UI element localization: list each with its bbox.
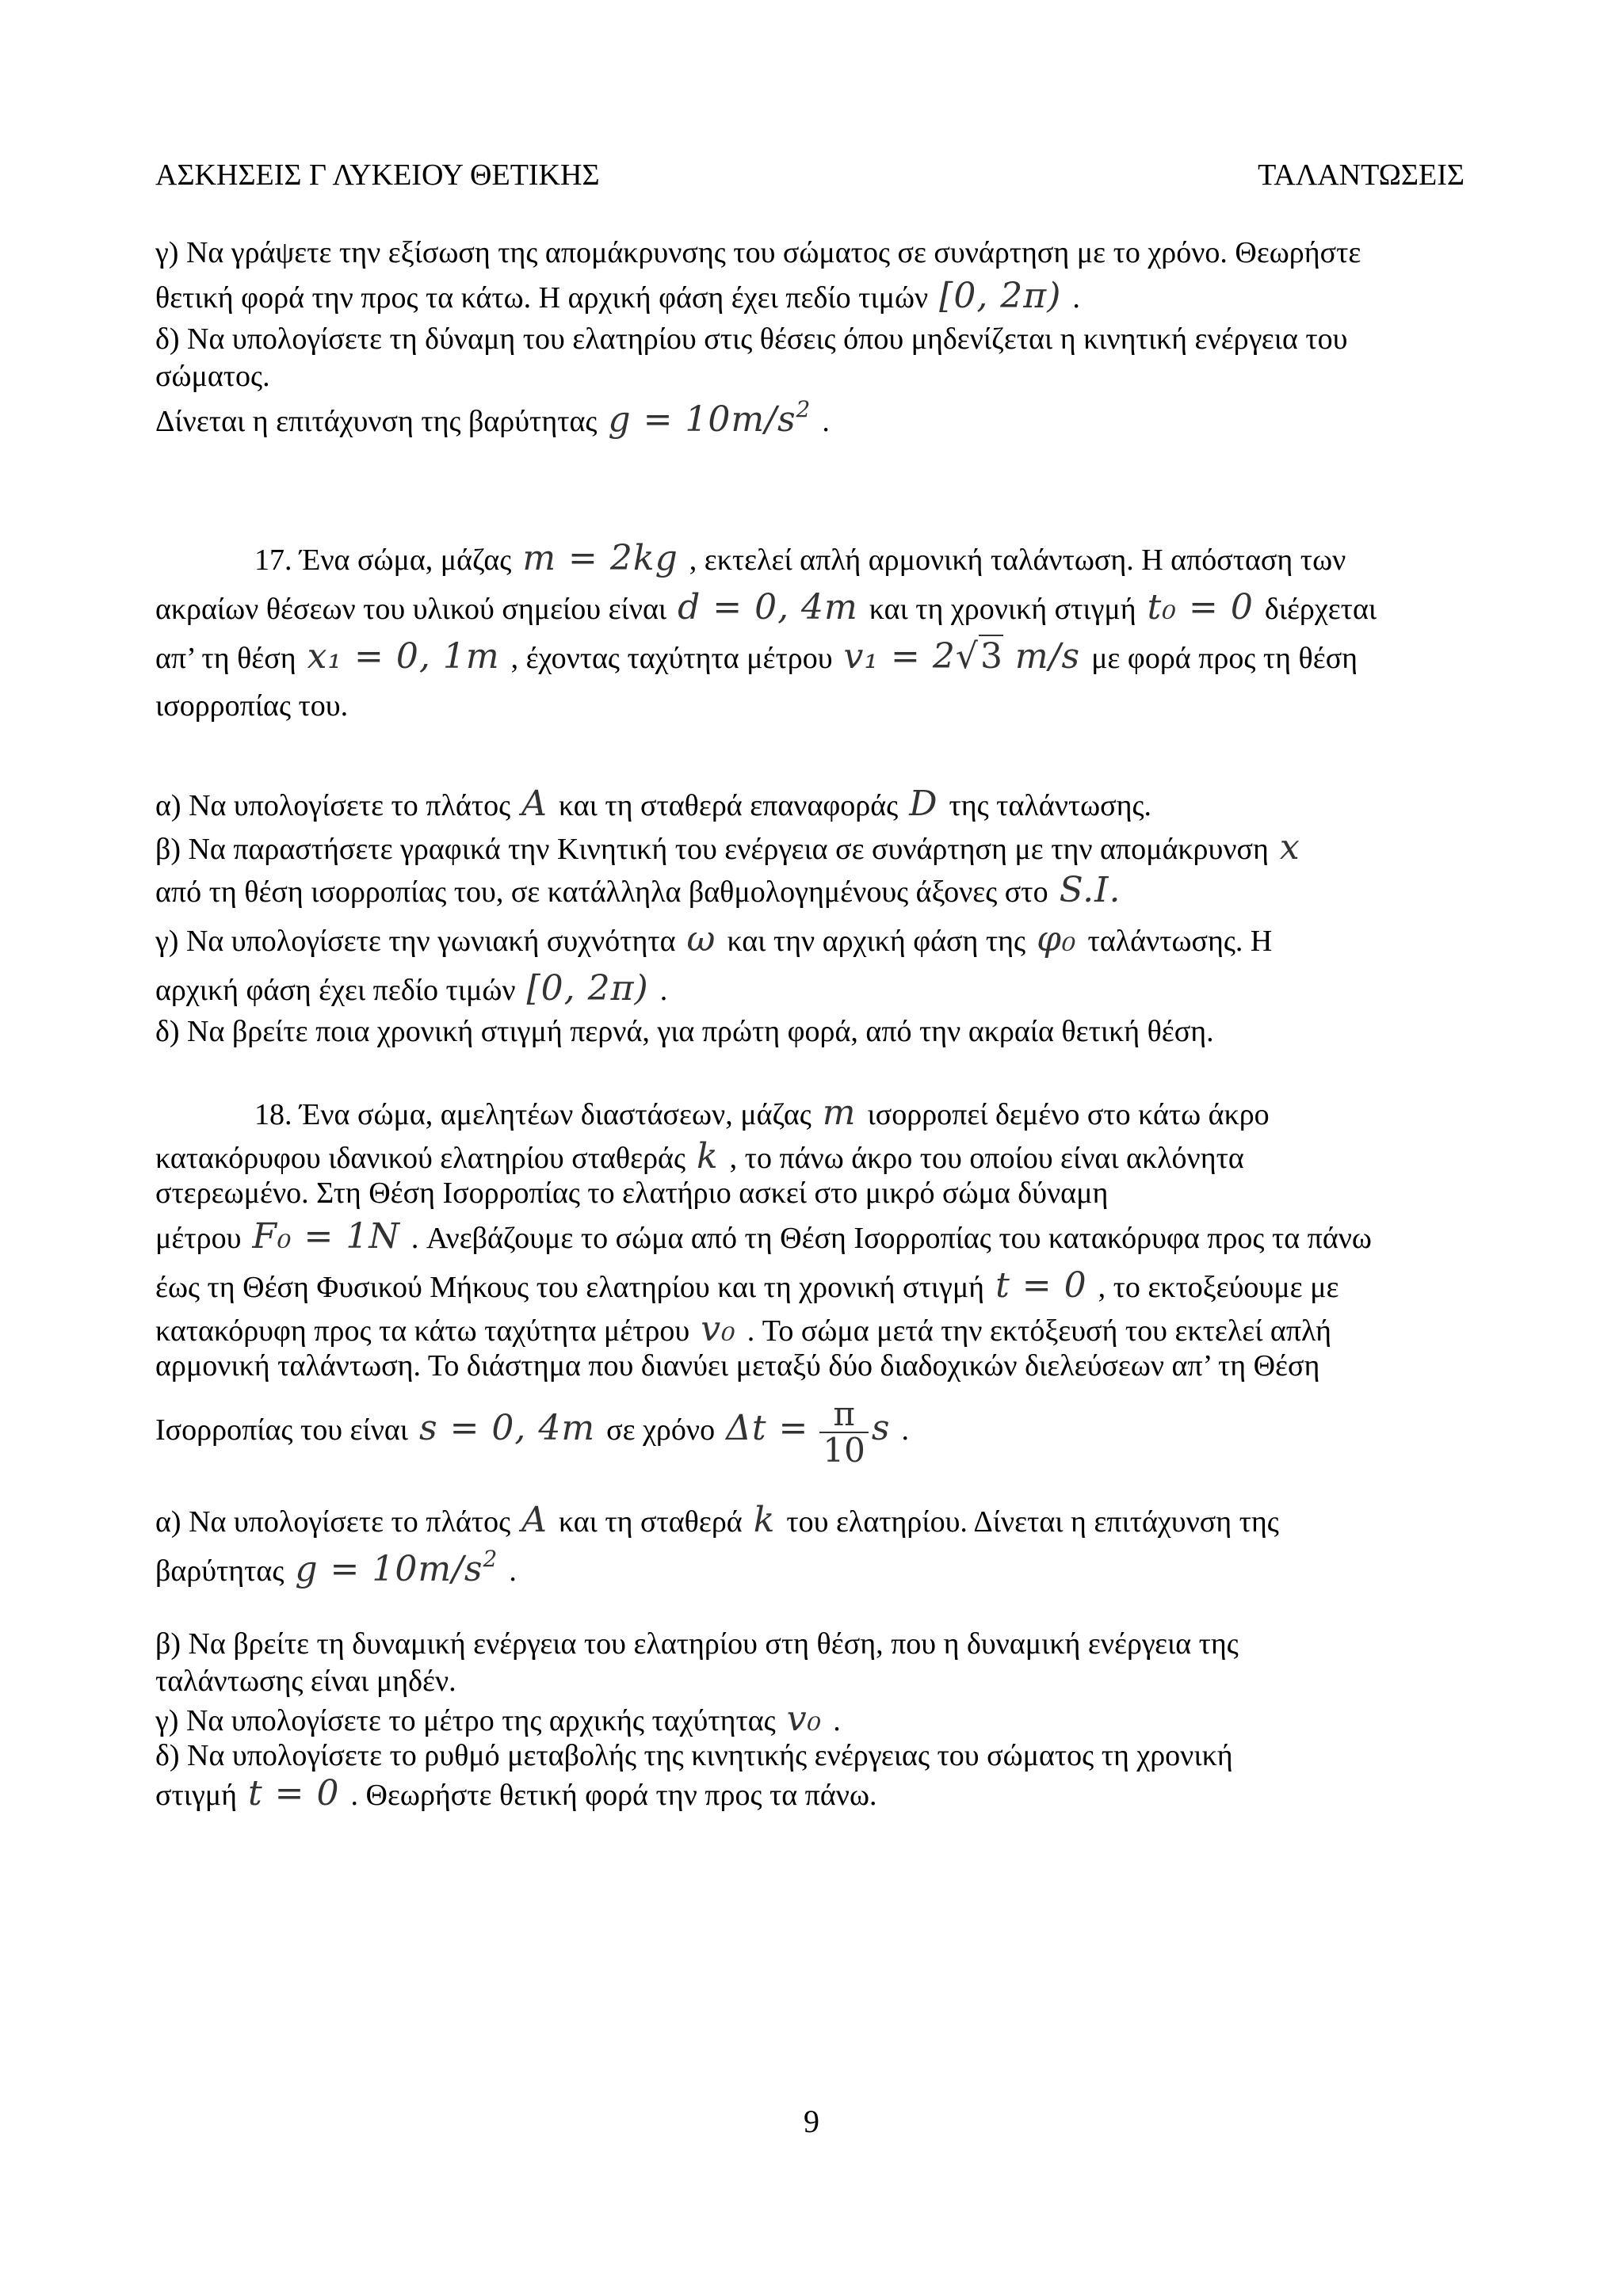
header-left: ΑΣΚΗΣΕΙΣ Γ ΛΥΚΕΙΟΥ ΘΕΤΙΚΗΣ: [155, 158, 600, 192]
header-right: ΤΑΛΑΝΤΩΣΕΙΣ: [1258, 158, 1465, 192]
text-line: στερεωμένο. Στη Θέση Ισορροπίας το ελατήριο ασκεί στο μικρό σώμα δύναμη: [155, 1177, 1109, 1210]
text-line: αρμονική ταλάντωση. Το διάστημα που διανύει μεταξύ δύο διαδοχικών διελεύσεων απ’ τη Θέση: [155, 1349, 1320, 1383]
math-expression: s = 0, 4m: [419, 1408, 596, 1448]
text-line: α) Να υπολογίσετε το πλάτος A και τη σταθερά k του ελατηρίου. Δίνεται η επιτάχυνση της: [155, 1500, 1279, 1540]
math-expression: x: [1279, 827, 1300, 868]
text-line: β) Να παραστήσετε γραφικά την Κινητική του ενέργεια σε συνάρτηση με την απομάκρυνση x: [155, 829, 1479, 866]
math-expression: A: [521, 784, 548, 824]
text-line: απ’ τη θέση x₁ = 0, 1m , έχοντας ταχύτητα μέτρου v₁ = 2√3 m/s με φορά προς τη θέση: [155, 636, 1358, 677]
math-expression: t = 0: [248, 1773, 340, 1814]
math-expression: F₀ = 1N: [252, 1216, 400, 1257]
page-number: 9: [804, 2103, 819, 2139]
math-expression: x₁ = 0, 1m: [307, 636, 500, 677]
text-line: Δίνεται η επιτάχυνση της βαρύτητας $g = 10m/s^2$ .: [155, 396, 830, 440]
math-expression: A: [521, 1500, 548, 1540]
text-line: έως τη Θέση Φυσικού Μήκους του ελατηρίου και τη χρονική στιγμή t = 0 , το εκτοξεύουμε με: [155, 1265, 1339, 1306]
math-expression: t = 0: [995, 1265, 1087, 1306]
text-line: κατακόρυφη προς τα κάτω ταχύτητα μέτρου v₀ . Το σώμα μετά την εκτόξευσή του εκτελεί απλή: [155, 1309, 1331, 1349]
fraction: $\frac{\pi}{10}$: [819, 1397, 868, 1468]
text-line: δ) Να βρείτε ποια χρονική στιγμή περνά, για πρώτη φορά, από την ακραία θετική θέση.: [155, 1015, 1214, 1048]
text-line: β) Να βρείτε τη δυναμική ενέργεια του ελατηρίου στη θέση, που η δυναμική ενέργεια της: [155, 1627, 1239, 1661]
math-expression: $g = 10m/s^2$: [608, 396, 812, 440]
exercise-17: [155, 534, 1479, 1051]
text-line: αρχική φάση έχει πεδίο τιμών [0, 2π) .: [155, 968, 668, 1009]
text-line: Ισορροπίας του είναι s = 0, 4m σε χρόνο Δt = $\frac{\pi}{10}$ s .: [155, 1394, 909, 1470]
text-line: γ) Να γράψετε την εξίσωση της απομάκρυνσης του σώματος σε συνάρτηση με το χρόνο. Θεωρήστε: [155, 236, 1361, 269]
math-expression: k: [753, 1500, 776, 1540]
exercise-18: [155, 1089, 1479, 1812]
text-line: δ) Να υπολογίσετε το ρυθμό μεταβολής της κινητικής ενέργειας του σώματος τη χρονική: [155, 1739, 1233, 1772]
math-expression: v₀: [786, 1699, 823, 1739]
text-line: βαρύτητας $g = 10m/s^2$ .: [155, 1546, 517, 1589]
text-line: γ) Να υπολογίσετε το μέτρο της αρχικής ταχύτητας v₀ .: [155, 1699, 841, 1739]
math-expression: D: [909, 784, 938, 824]
math-expression: d = 0, 4m: [678, 587, 858, 627]
text-line: κατακόρυφου ιδανικού ελατηρίου σταθεράς k , το πάνω άκρο του οποίου είναι ακλόνητα: [155, 1136, 1244, 1177]
math-expression: v₀: [701, 1309, 736, 1349]
math-expression: k: [697, 1136, 719, 1177]
text-line: μέτρου F₀ = 1N . Ανεβάζουμε το σώμα από τη Θέση Ισορροπίας του κατακόρυφα προς τα πάνω: [155, 1216, 1372, 1257]
math-expression: S.I.: [1059, 870, 1121, 910]
math-expression: $g = 10m/s^2$: [295, 1546, 498, 1589]
text-line: ισορροπίας του.: [155, 689, 349, 723]
math-expression: [0, 2π): [526, 968, 649, 1009]
math-expression: v₁ = 2√3 m/s: [843, 636, 1081, 677]
math-expression: m = 2kg: [522, 538, 678, 578]
math-expression: ω: [686, 919, 716, 959]
text-line: ταλάντωσης είναι μηδέν.: [155, 1665, 456, 1698]
math-expression: φ₀: [1037, 919, 1077, 959]
text-line: ακραίων θέσεων του υλικού σημείου είναι d = 0, 4m και τη χρονική στιγμή t₀ = 0 διέρχεται: [155, 587, 1377, 627]
math-expression: m: [822, 1093, 857, 1133]
text-line: α) Να υπολογίσετε το πλάτος A και τη σταθερά επαναφοράς D της ταλάντωσης.: [155, 784, 1152, 824]
text-line: από τη θέση ισορροπίας του, σε κατάλληλα βαθμολογημένους άξονες στο S.I.: [155, 866, 1479, 915]
text-line: θετική φορά την προς τα κάτω. Η αρχική φάση έχει πεδίο τιμών [0, 2π) .: [155, 276, 1080, 316]
text-line: 18. Ένα σώμα, αμελητέων διαστάσεων, μάζας m ισορροπεί δεμένο στο κάτω άκρο: [254, 1093, 1270, 1133]
text-line: στιγμή t = 0 . Θεωρήστε θετική φορά την προς τα πάνω.: [155, 1773, 877, 1814]
text-line: 17. Ένα σώμα, μάζας m = 2kg , εκτελεί απλή αρμονική ταλάντωση. Η απόσταση των: [254, 538, 1346, 578]
previous-exercise-continuation: [155, 235, 1479, 444]
text-line: σώματος.: [155, 360, 270, 393]
math-expression: Δt =: [726, 1408, 809, 1448]
math-expression: t₀ = 0: [1147, 587, 1254, 627]
math-expression: s: [871, 1408, 891, 1448]
math-expression: [0, 2π): [939, 276, 1062, 316]
text-line: γ) Να υπολογίσετε την γωνιακή συχνότητα ω και την αρχική φάση της φ₀ ταλάντωσης. Η: [155, 919, 1273, 959]
text-line: δ) Να υπολογίσετε τη δύναμη του ελατηρίου στις θέσεις όπου μηδενίζεται η κινητική ενέργεια του: [155, 322, 1348, 356]
